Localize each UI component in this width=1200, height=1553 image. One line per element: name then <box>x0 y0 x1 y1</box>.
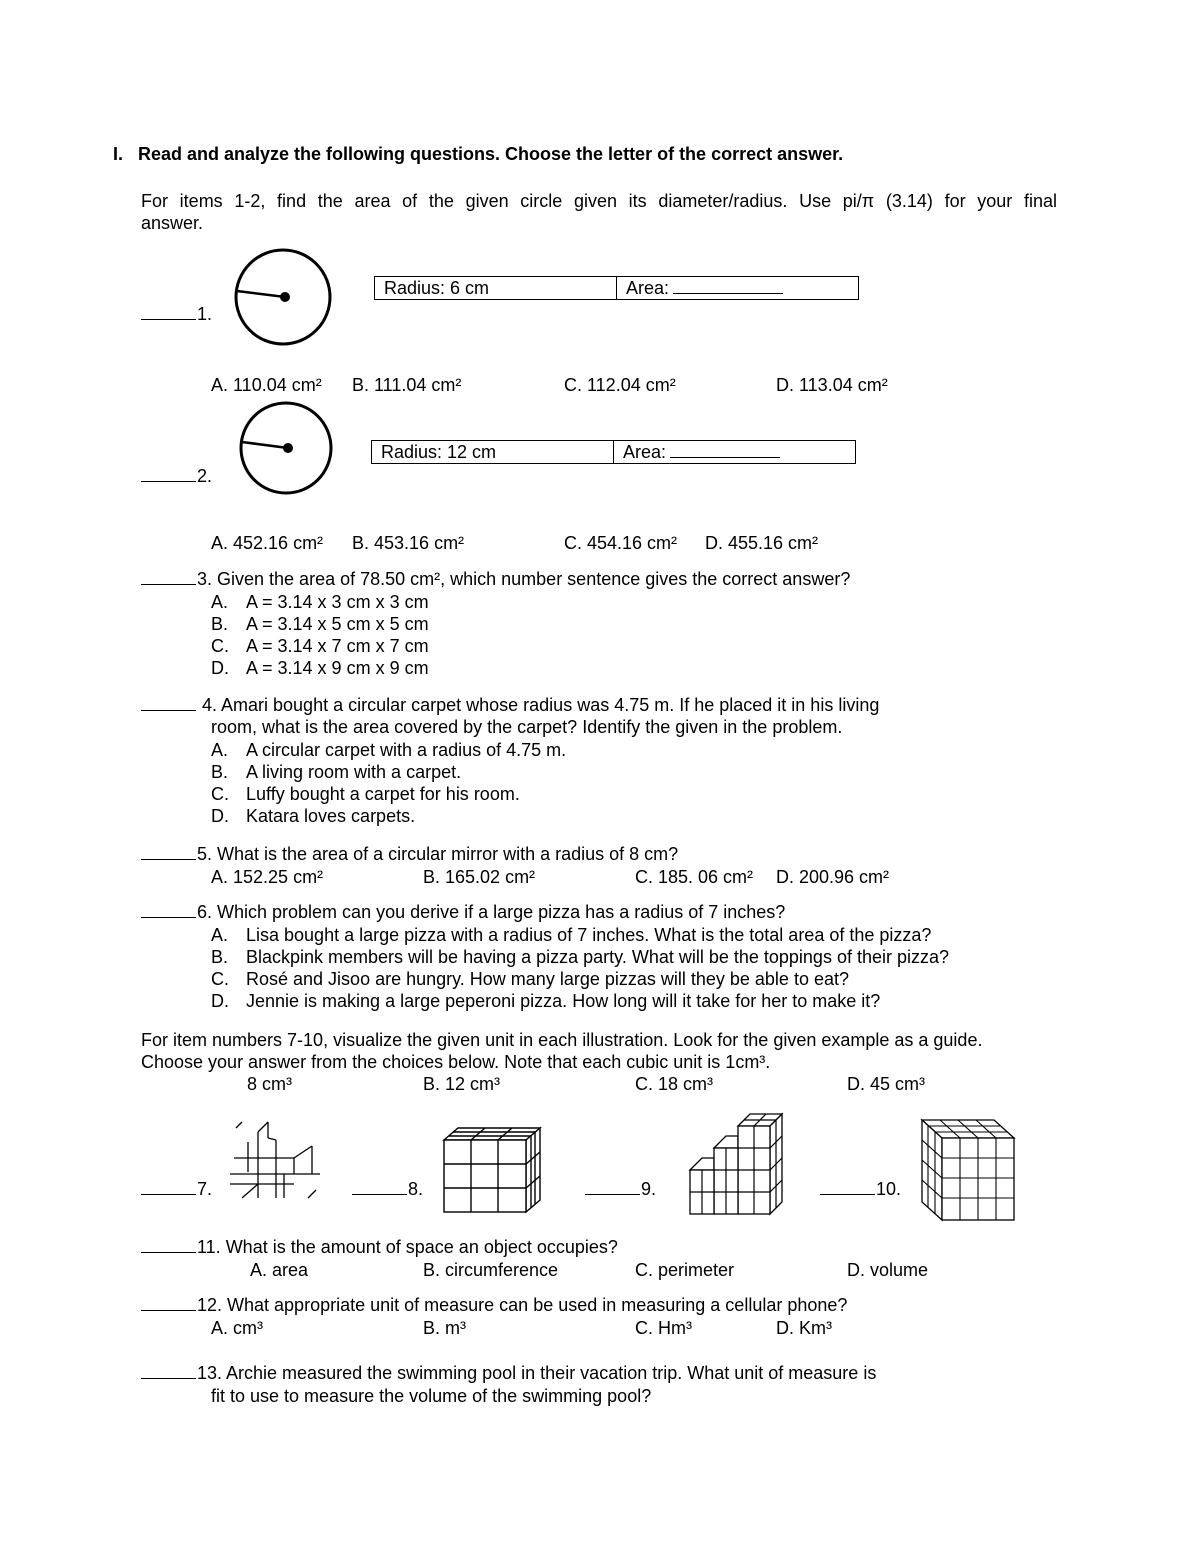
q3-option-d: D. A = 3.14 x 9 cm x 9 cm <box>211 658 429 678</box>
q1-option-d: D. 113.04 cm² <box>776 375 888 395</box>
q1-option-c: C. 112.04 cm² <box>564 375 676 395</box>
center-dot <box>280 292 290 302</box>
q13-stem: 13. Archie measured the swimming pool in their vacation trip. What unit of measure is <box>141 1362 876 1384</box>
answer-blank-q4[interactable] <box>141 694 196 711</box>
q1-area-blank[interactable] <box>673 277 783 294</box>
intro-items-1-2 <box>141 190 1057 212</box>
q6-options <box>211 924 949 1012</box>
q3-options <box>211 591 429 679</box>
q4-option-c: C. Luffy bought a carpet for his room. <box>211 784 520 804</box>
circle-figure-q2 <box>240 402 340 502</box>
choice-a-7-10: 8 cm³ <box>247 1074 292 1094</box>
q5-option-a: A. 152.25 cm² <box>211 867 324 887</box>
q6-option-b: B. Blackpink members will be having a pizza party. What will be the toppings of their pizza? <box>211 947 950 967</box>
section-number: I. <box>113 144 124 164</box>
q1-option-a: A. 110.04 cm² <box>211 375 322 395</box>
q2-option-a: A. 452.16 cm² <box>211 533 324 553</box>
q11-option-c: C. perimeter <box>635 1260 735 1280</box>
answer-blank-q9[interactable] <box>585 1178 640 1195</box>
q1-option-b: B. 111.04 cm² <box>352 375 462 395</box>
answer-blank-q3[interactable] <box>141 568 196 585</box>
q1-radius-cell <box>375 277 617 299</box>
q6-option-d: D. Jennie is making a large peperoni pizza. How long will it take for her to make it? <box>211 991 881 1011</box>
q3-option-b: B. A = 3.14 x 5 cm x 5 cm <box>211 614 429 634</box>
q5-stem: 5. What is the area of a circular mirror with a radius of 8 cm? <box>141 843 678 865</box>
q1-area-label: Area: <box>626 278 670 298</box>
answer-blank-q7[interactable] <box>141 1178 196 1195</box>
q10-number: 10. <box>820 1178 901 1200</box>
q6-stem: 6. Which problem can you derive if a large pizza has a radius of 7 inches? <box>141 901 785 923</box>
q5-option-b: B. 165.02 cm² <box>423 867 536 887</box>
q2-info-box <box>371 440 856 464</box>
q12-option-a: A. cm³ <box>211 1318 263 1338</box>
answer-blank-q2[interactable] <box>141 465 196 482</box>
q2-radius-cell <box>372 441 614 463</box>
choice-d-7-10: D. 45 cm³ <box>847 1074 926 1094</box>
q2-area-blank[interactable] <box>670 441 780 458</box>
q4-option-b: B. A living room with a carpet. <box>211 762 462 782</box>
q3-stem: 3. Given the area of 78.50 cm², which number sentence gives the correct answer? <box>141 568 850 590</box>
q2-number: 2. <box>141 465 212 487</box>
radius-line <box>242 442 288 448</box>
q1-area-cell <box>617 277 858 299</box>
q12-option-d: D. Km³ <box>776 1318 832 1338</box>
q12-option-c: C. Hm³ <box>635 1318 692 1338</box>
cube-figure-q9 <box>688 1112 788 1217</box>
q13-stem-cont: fit to use to measure the volume of the swimming pool? <box>211 1386 652 1406</box>
q2-area-cell <box>614 441 855 463</box>
q12-option-b: B. m³ <box>423 1318 466 1338</box>
answer-blank-q1[interactable] <box>141 303 196 320</box>
q6-option-a: A. Lisa bought a large pizza with a radius of 7 inches. What is the total area of the pizza? <box>211 925 932 945</box>
cube-figure-q8 <box>440 1126 545 1216</box>
circle-figure-q1 <box>235 250 335 350</box>
q11-option-a: A. area <box>250 1260 309 1280</box>
intro-items-7-10-line2: Choose your answer from the choices below. Note that each cubic unit is 1cm³. <box>141 1052 771 1072</box>
answer-blank-q11[interactable] <box>141 1236 196 1253</box>
answer-blank-q6[interactable] <box>141 901 196 918</box>
q5-option-c: C. 185. 06 cm² <box>635 867 754 887</box>
q6-option-c: C. Rosé and Jisoo are hungry. How many large pizzas will they be able to eat? <box>211 969 849 989</box>
cube-figure-q7 <box>228 1122 328 1202</box>
intro-items-1-2-line1: For items 1-2, find the area of the given circle given its diameter/radius. Use pi/π (3.14) for your final <box>141 191 1057 211</box>
q4-option-a: A. A circular carpet with a radius of 4.75 m. <box>211 740 567 760</box>
center-dot <box>283 443 293 453</box>
q4-stem-cont: room, what is the area covered by the carpet? Identify the given in the problem. <box>211 717 843 737</box>
q1-number: 1. <box>141 303 212 325</box>
q1-info-box <box>374 276 859 300</box>
q4-options <box>211 739 566 827</box>
section-heading: Read and analyze the following questions. Choose the letter of the correct answer. <box>138 144 844 164</box>
answer-blank-q13[interactable] <box>141 1362 196 1379</box>
cube-figure-q10 <box>918 1114 1018 1224</box>
answer-blank-q8[interactable] <box>352 1178 407 1195</box>
q11-option-b: B. circumference <box>423 1260 559 1280</box>
q3-option-a: A. A = 3.14 x 3 cm x 3 cm <box>211 592 429 612</box>
q4-stem: 4. Amari bought a circular carpet whose radius was 4.75 m. If he placed it in his living <box>141 694 879 716</box>
q11-option-d: D. volume <box>847 1260 929 1280</box>
answer-blank-q12[interactable] <box>141 1294 196 1311</box>
choice-c-7-10: C. 18 cm³ <box>635 1074 714 1094</box>
choice-b-7-10: B. 12 cm³ <box>423 1074 501 1094</box>
q2-radius: Radius: 12 cm <box>381 442 497 462</box>
intro-items-1-2-line2: answer. <box>141 213 204 233</box>
q7-number: 7. <box>141 1178 212 1200</box>
q11-stem: 11. What is the amount of space an object occupies? <box>141 1236 618 1258</box>
q2-option-b: B. 453.16 cm² <box>352 533 465 553</box>
radius-line <box>237 291 285 297</box>
q4-option-d: D. Katara loves carpets. <box>211 806 416 826</box>
intro-items-7-10-line1: For item numbers 7-10, visualize the given unit in each illustration. Look for the given example as a guide. <box>141 1030 983 1050</box>
q3-option-c: C. A = 3.14 x 7 cm x 7 cm <box>211 636 429 656</box>
q9-number: 9. <box>585 1178 656 1200</box>
answer-blank-q5[interactable] <box>141 843 196 860</box>
q2-option-c: C. 454.16 cm² <box>564 533 678 553</box>
q2-area-label: Area: <box>623 442 667 462</box>
q1-radius: Radius: 6 cm <box>384 278 490 298</box>
q5-option-d: D. 200.96 cm² <box>776 867 890 887</box>
q8-number: 8. <box>352 1178 423 1200</box>
q2-option-d: D. 455.16 cm² <box>705 533 819 553</box>
q12-stem: 12. What appropriate unit of measure can be used in measuring a cellular phone? <box>141 1294 847 1316</box>
answer-blank-q10[interactable] <box>820 1178 875 1195</box>
